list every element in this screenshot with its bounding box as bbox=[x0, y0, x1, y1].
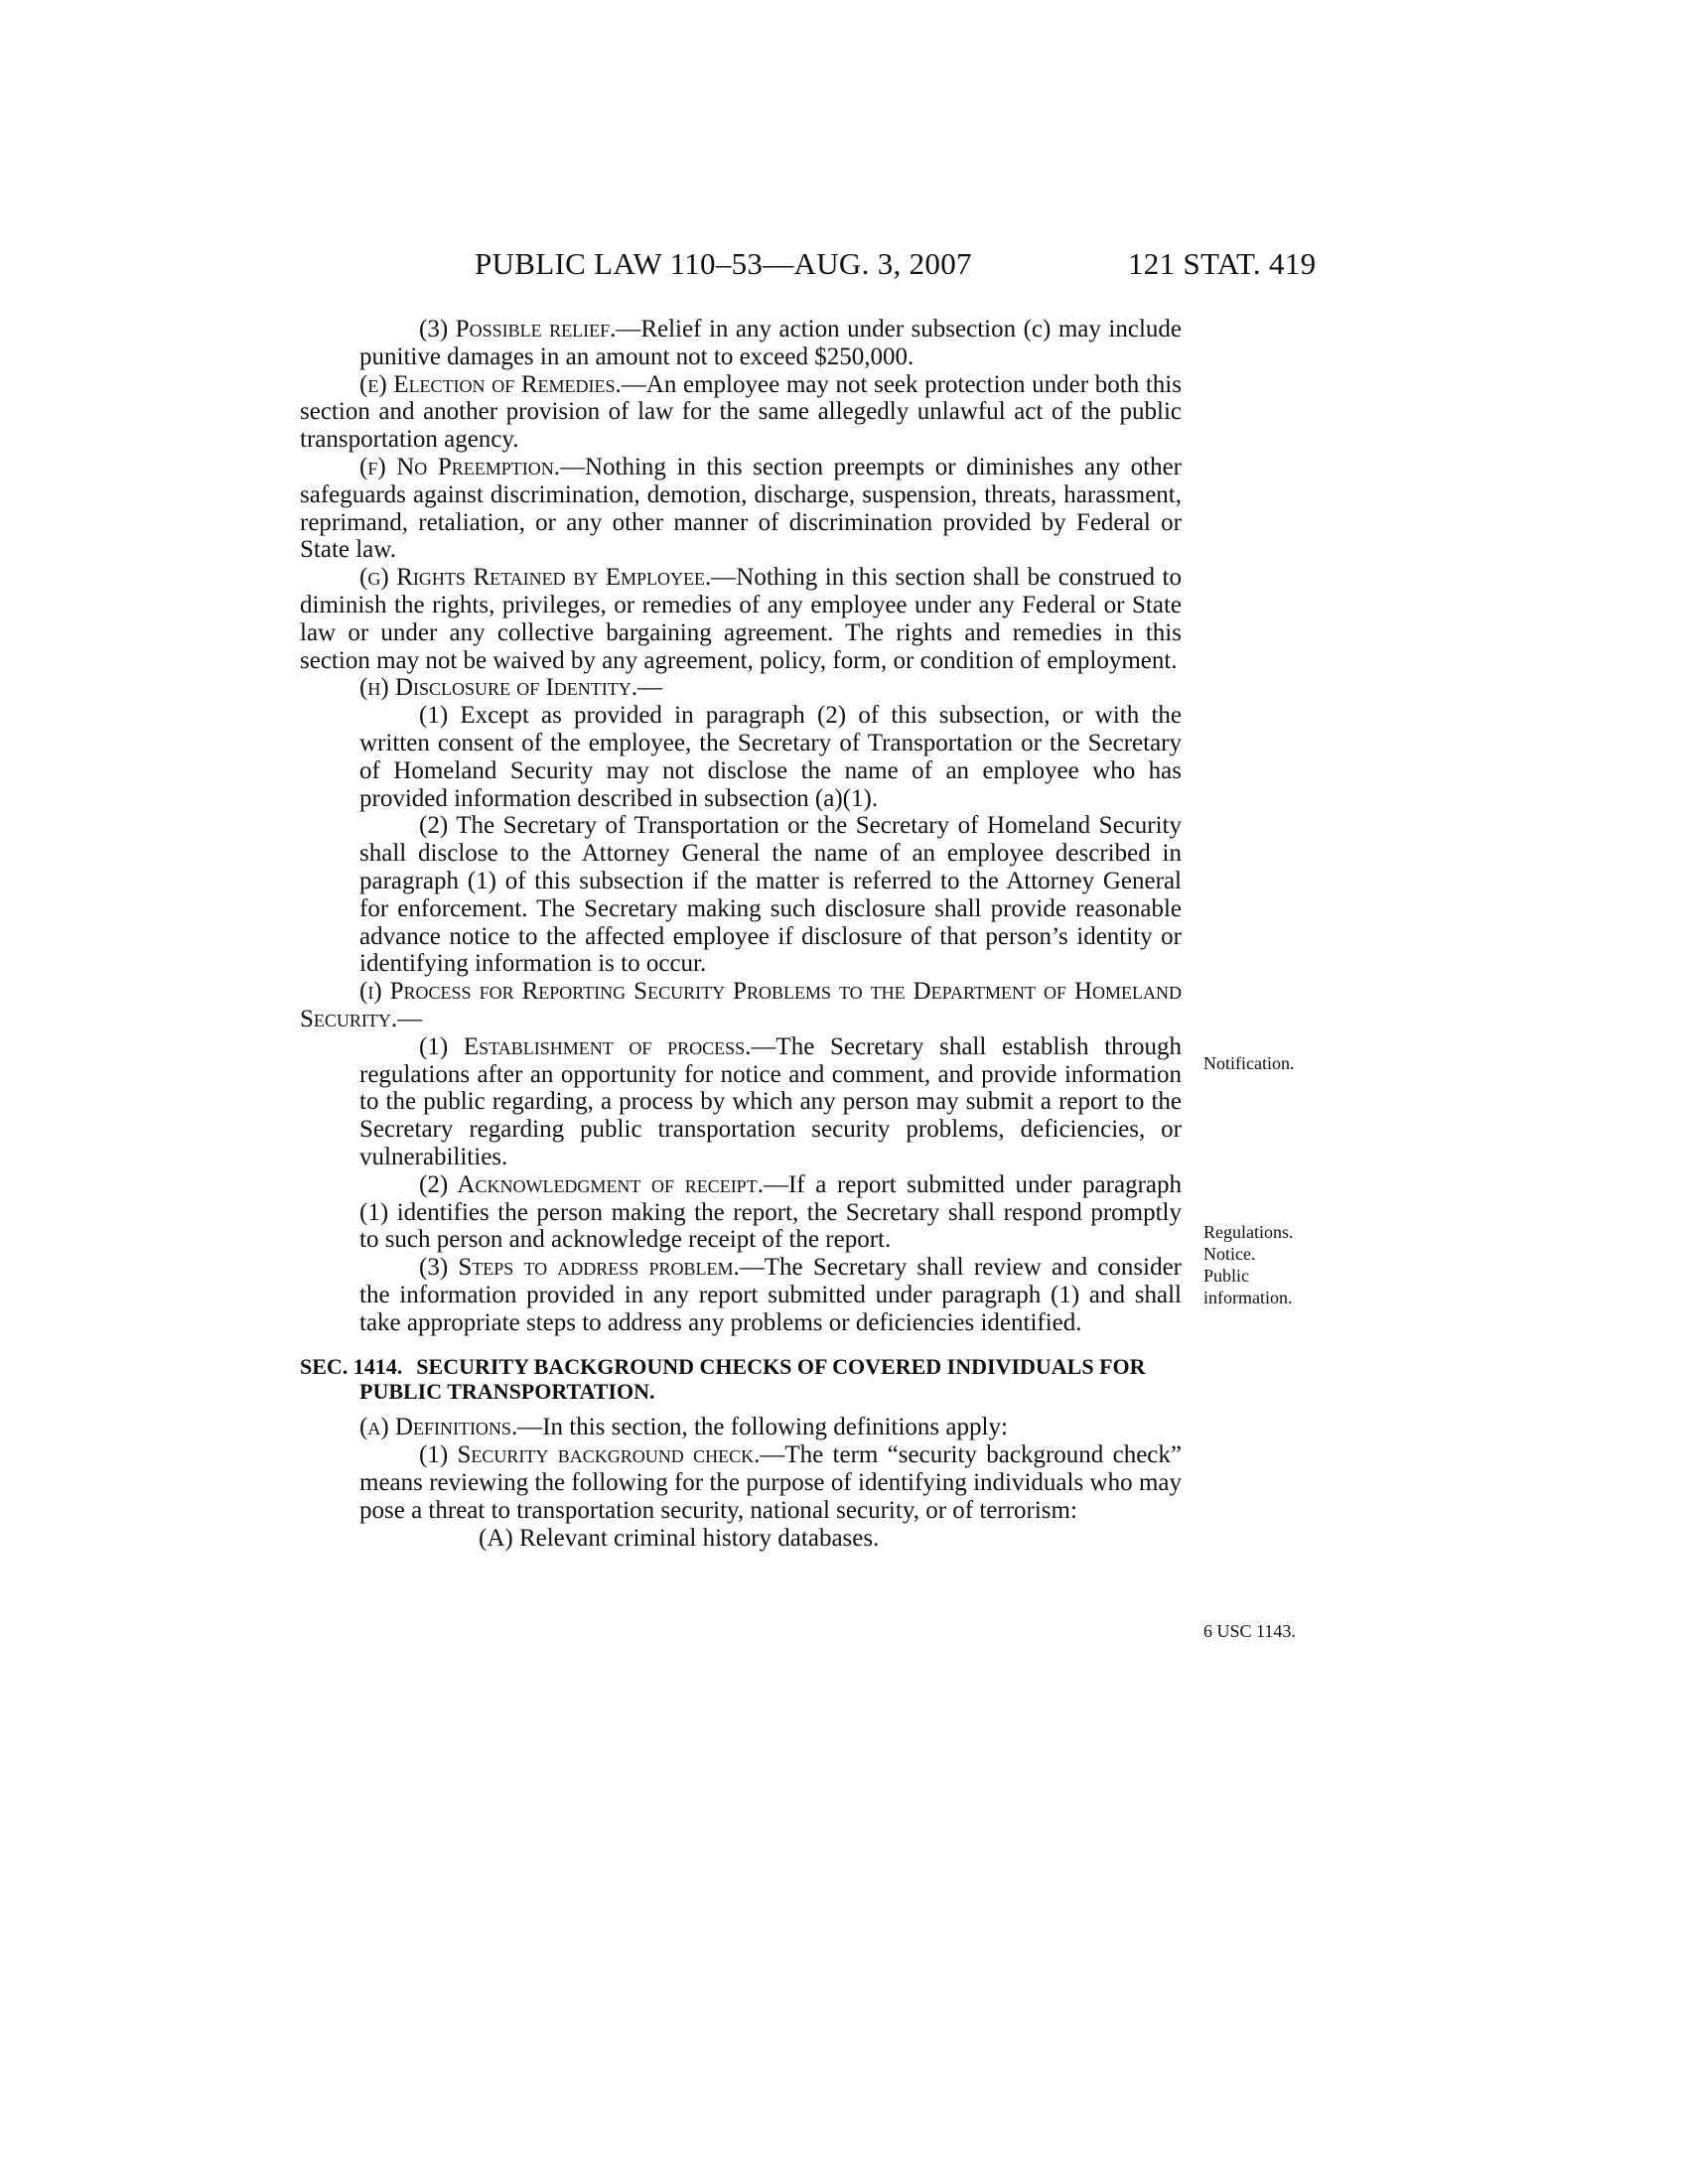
heading-definitions: (a) Definitions. bbox=[359, 1414, 518, 1441]
subsection-f bbox=[300, 454, 1182, 564]
subsection-e bbox=[300, 371, 1182, 454]
subsection-h bbox=[300, 674, 1182, 702]
text-establishment-of-process: —The Secretary shall establish through regulations after an opportunity for notice and comment, and provide information to the public regarding, a process by which any person may submit a report to the Secretary regarding public transportation security problems, deficiencies, or vulnerabilities. bbox=[359, 1032, 1182, 1170]
running-head bbox=[298, 246, 1390, 290]
text-security-background-check: —The term “security background check” means reviewing the following for the purpose of identifying individuals who may pose a threat to transportation security, national security, or of terrorism: bbox=[359, 1441, 1182, 1524]
statute-page-number: 121 STAT. 419 bbox=[1128, 246, 1317, 281]
margin-note-information: information. bbox=[1203, 1288, 1293, 1307]
margin-note-regulations: Regulations. bbox=[1203, 1222, 1294, 1242]
paragraph-h2: (2) The Secretary of Transportation or the Secretary of Homeland Security shall disclose to the Attorney General the name of an employee described in paragraph (1) of this subsection if the matter is referred to the Attorney General for enforcement. The Secretary making such disclosure shall provide reasonable advance notice to the affected employee if disclosure of that person’s identity or identifying information is to occur. bbox=[359, 812, 1182, 978]
dash-process: — bbox=[397, 1005, 423, 1032]
margin-note-public: Public bbox=[1203, 1266, 1250, 1286]
subsection-a bbox=[300, 1414, 1182, 1441]
paragraph-i2 bbox=[300, 1171, 1182, 1254]
dash-disclosure: — bbox=[637, 674, 663, 702]
text-steps-to-address: —The Secretary shall review and consider the information provided in any report submitted under paragraph (1) and shall take appropriate steps to address any problems or deficiencies identified. bbox=[359, 1254, 1182, 1336]
margin-note-notification: Notification. bbox=[1203, 1053, 1295, 1073]
paragraph-h1: (1) Except as provided in paragraph (2) of this subsection, or with the written consent of the employee, the Secretary of Transportation or the Secretary of Homeland Security may not disclose the name of an employee who has provided information described in subsection (a)(1). bbox=[359, 702, 1182, 812]
paragraph-a1 bbox=[300, 1441, 1182, 1524]
heading-establishment-of-process: (1) Establishment of process. bbox=[419, 1032, 752, 1060]
subparagraph-a1A: (A) Relevant criminal history databases. bbox=[479, 1524, 880, 1552]
subsection-g bbox=[300, 564, 1182, 674]
text-possible-relief: —Relief in any action under subsection (c) may include punitive damages in an amount not to exceed $250,000. bbox=[359, 316, 1183, 370]
heading-no-preemption: (f) No Preemption. bbox=[359, 453, 560, 480]
public-law-title: PUBLIC LAW 110–53—AUG. 3, 2007 bbox=[475, 246, 972, 281]
text-no-preemption: —Nothing in this section preempts or diminishes any other safeguards against discrimination, demotion, discharge, suspension, threats, harassment, reprimand, retaliation, or any other manner of discrimination provided by Federal or State law. bbox=[300, 453, 1182, 564]
paragraph-possible-relief bbox=[300, 316, 1182, 371]
statute-body bbox=[300, 316, 1182, 1552]
text-definitions: —In this section, the following definitions apply: bbox=[517, 1414, 1008, 1441]
heading-process-for-reporting: (i) Process for Reporting Security Problems to the Department of Homeland Security. bbox=[300, 978, 1182, 1032]
heading-steps-to-address: (3) Steps to address problem. bbox=[419, 1254, 740, 1282]
margin-note-usc-citation: 6 USC 1143. bbox=[1203, 1621, 1296, 1641]
heading-election-of-remedies: (e) Election of Remedies. bbox=[359, 370, 622, 398]
heading-rights-retained: (g) Rights Retained by Employee. bbox=[359, 564, 712, 592]
heading-security-background-check: (1) Security background check. bbox=[419, 1441, 761, 1469]
heading-disclosure-of-identity: (h) Disclosure of Identity. bbox=[359, 674, 638, 702]
section-title: SECURITY BACKGROUND CHECKS OF COVERED INDIVIDUALS FOR PUBLIC TRANSPORTATION. bbox=[359, 1354, 1146, 1405]
margin-note-notice: Notice. bbox=[1203, 1244, 1256, 1264]
paragraph-i1 bbox=[300, 1033, 1182, 1171]
text-acknowledgment-of-receipt: —If a report submitted under paragraph (1) identifies the person making the report, the Secretary shall respond promptly to such person and acknowledge receipt of the report. bbox=[359, 1170, 1182, 1254]
subsection-i bbox=[300, 978, 1182, 1033]
heading-acknowledgment-of-receipt: (2) Acknowledgment of receipt. bbox=[419, 1170, 764, 1198]
text-rights-retained: —Nothing in this section shall be construed to diminish the rights, privileges, or remedies of any employee under any Federal or State law or under any collective bargaining agreement. The rights and remedies in this section may not be waived by any agreement, policy, form, or condition of employment. bbox=[300, 564, 1182, 674]
text-election-of-remedies: —An employee may not seek protection under both this section and another provision of law for the same allegedly unlawful act of the public transportation agency. bbox=[300, 370, 1182, 454]
section-number: SEC. 1414. bbox=[300, 1354, 403, 1380]
heading-possible-relief: (3) Possible relief. bbox=[419, 316, 617, 342]
section-heading bbox=[300, 1354, 1182, 1404]
paragraph-i3 bbox=[300, 1254, 1182, 1336]
